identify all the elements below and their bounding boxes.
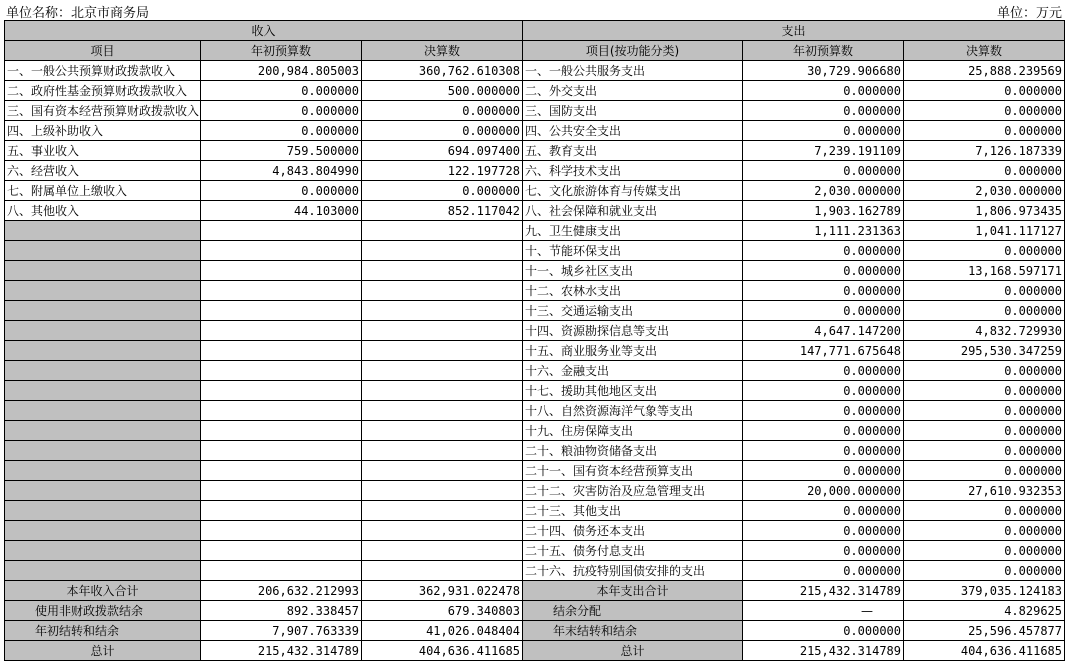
income-final xyxy=(362,401,523,421)
expense-final: 13,168.597171 xyxy=(904,261,1065,281)
expense-final: 2,030.000000 xyxy=(904,181,1065,201)
table-row xyxy=(5,401,1065,421)
expense-final-header: 决算数 xyxy=(904,41,1065,61)
income-final: 360,762.610308 xyxy=(362,61,523,81)
expense-budget-header: 年初预算数 xyxy=(743,41,904,61)
table-row xyxy=(5,221,1065,241)
expense-budget: 0.000000 xyxy=(743,521,904,541)
expense-final: 27,610.932353 xyxy=(904,481,1065,501)
expense-item: 十四、资源勘探信息等支出 xyxy=(523,321,743,341)
income-item xyxy=(5,241,201,261)
expense-item: 十七、援助其他地区支出 xyxy=(523,381,743,401)
income-budget xyxy=(201,561,362,581)
expense-item: 九、卫生健康支出 xyxy=(523,221,743,241)
expense-item: 十九、住房保障支出 xyxy=(523,421,743,441)
table-row xyxy=(5,201,1065,221)
income-budget xyxy=(201,261,362,281)
income-budget xyxy=(201,321,362,341)
income-budget xyxy=(201,441,362,461)
income-final xyxy=(362,221,523,241)
income-summary-budget: 206,632.212993 xyxy=(201,581,362,601)
expense-budget: 0.000000 xyxy=(743,121,904,141)
expense-final: 0.000000 xyxy=(904,421,1065,441)
income-final-header: 决算数 xyxy=(362,41,523,61)
unit-label: 单位：万元 xyxy=(996,6,1062,21)
expense-summary-budget: 0.000000 xyxy=(743,621,904,641)
income-final xyxy=(362,281,523,301)
summary-row xyxy=(5,641,1065,661)
income-final xyxy=(362,441,523,461)
expense-final: 1,806.973435 xyxy=(904,201,1065,221)
income-item: 六、经营收入 xyxy=(5,161,201,181)
expense-budget: 0.000000 xyxy=(743,461,904,481)
income-item xyxy=(5,401,201,421)
income-final xyxy=(362,241,523,261)
expense-budget: 20,000.000000 xyxy=(743,481,904,501)
income-final: 122.197728 xyxy=(362,161,523,181)
table-row xyxy=(5,341,1065,361)
expense-item: 二十二、灾害防治及应急管理支出 xyxy=(523,481,743,501)
table-row xyxy=(5,141,1065,161)
expense-summary-label: 结余分配 xyxy=(523,601,743,621)
expense-summary-label: 年末结转和结余 xyxy=(523,621,743,641)
income-item xyxy=(5,441,201,461)
income-budget: 0.000000 xyxy=(201,121,362,141)
income-budget: 200,984.805003 xyxy=(201,61,362,81)
expense-final: 7,126.187339 xyxy=(904,141,1065,161)
expense-item: 一、一般公共服务支出 xyxy=(523,61,743,81)
income-budget: 759.500000 xyxy=(201,141,362,161)
income-budget xyxy=(201,401,362,421)
table-row xyxy=(5,481,1065,501)
expense-item: 十二、农林水支出 xyxy=(523,281,743,301)
expense-budget: 1,903.162789 xyxy=(743,201,904,221)
income-budget: 0.000000 xyxy=(201,81,362,101)
income-item: 五、事业收入 xyxy=(5,141,201,161)
expense-summary-final: 25,596.457877 xyxy=(904,621,1065,641)
expense-summary-final: 4.829625 xyxy=(904,601,1065,621)
expense-budget: 0.000000 xyxy=(743,541,904,561)
income-final xyxy=(362,301,523,321)
unit-name: 单位名称：北京市商务局 xyxy=(6,6,150,21)
expense-item: 十六、金融支出 xyxy=(523,361,743,381)
income-item xyxy=(5,521,201,541)
expense-budget: 0.000000 xyxy=(743,101,904,121)
expense-final: 0.000000 xyxy=(904,461,1065,481)
expense-item: 二十一、国有资本经营预算支出 xyxy=(523,461,743,481)
table-row xyxy=(5,241,1065,261)
income-budget xyxy=(201,281,362,301)
expense-summary-label: 本年支出合计 xyxy=(523,581,743,601)
income-summary-final: 362,931.022478 xyxy=(362,581,523,601)
expense-budget: 2,030.000000 xyxy=(743,181,904,201)
income-item: 一、一般公共预算财政拨款收入 xyxy=(5,61,201,81)
expense-final: 0.000000 xyxy=(904,521,1065,541)
table-row xyxy=(5,61,1065,81)
table-row xyxy=(5,281,1065,301)
table-row xyxy=(5,261,1065,281)
income-item: 七、附属单位上缴收入 xyxy=(5,181,201,201)
income-budget xyxy=(201,501,362,521)
expense-final: 0.000000 xyxy=(904,361,1065,381)
expense-item: 二、外交支出 xyxy=(523,81,743,101)
expense-budget: 0.000000 xyxy=(743,401,904,421)
income-summary-label: 本年收入合计 xyxy=(5,581,201,601)
income-summary-final: 404,636.411685 xyxy=(362,641,523,661)
expense-final: 0.000000 xyxy=(904,81,1065,101)
expense-final: 0.000000 xyxy=(904,541,1065,561)
income-item: 三、国有资本经营预算财政拨款收入 xyxy=(5,101,201,121)
income-final xyxy=(362,261,523,281)
expense-item: 二十四、债务还本支出 xyxy=(523,521,743,541)
summary-row xyxy=(5,581,1065,601)
income-summary-final: 679.340803 xyxy=(362,601,523,621)
income-item xyxy=(5,221,201,241)
table-row xyxy=(5,121,1065,141)
income-budget xyxy=(201,541,362,561)
expense-item: 六、科学技术支出 xyxy=(523,161,743,181)
expense-budget: 0.000000 xyxy=(743,261,904,281)
expense-final: 0.000000 xyxy=(904,301,1065,321)
expense-item: 八、社会保障和就业支出 xyxy=(523,201,743,221)
income-budget xyxy=(201,461,362,481)
expense-budget: 0.000000 xyxy=(743,441,904,461)
income-budget xyxy=(201,481,362,501)
expense-budget: 7,239.191109 xyxy=(743,141,904,161)
expense-budget: 1,111.231363 xyxy=(743,221,904,241)
table-row xyxy=(5,441,1065,461)
table-row xyxy=(5,421,1065,441)
income-budget xyxy=(201,241,362,261)
table-row xyxy=(5,181,1065,201)
income-final: 0.000000 xyxy=(362,181,523,201)
expense-budget: 0.000000 xyxy=(743,381,904,401)
summary-row xyxy=(5,601,1065,621)
summary-row xyxy=(5,621,1065,641)
income-final xyxy=(362,421,523,441)
income-final xyxy=(362,461,523,481)
income-summary-label: 使用非财政拨款结余 xyxy=(5,601,201,621)
expense-final: 0.000000 xyxy=(904,281,1065,301)
expense-item: 三、国防支出 xyxy=(523,101,743,121)
table-row xyxy=(5,381,1065,401)
expense-final: 0.000000 xyxy=(904,161,1065,181)
expense-final: 0.000000 xyxy=(904,381,1065,401)
income-section-header: 收入 xyxy=(5,21,523,41)
income-final xyxy=(362,501,523,521)
income-final xyxy=(362,381,523,401)
income-item xyxy=(5,321,201,341)
table-row xyxy=(5,461,1065,481)
income-item xyxy=(5,421,201,441)
table-row xyxy=(5,561,1065,581)
column-header-row xyxy=(5,41,1065,61)
income-final: 0.000000 xyxy=(362,101,523,121)
table-row xyxy=(5,81,1065,101)
income-budget: 4,843.804990 xyxy=(201,161,362,181)
income-item xyxy=(5,501,201,521)
report-header xyxy=(0,0,1068,20)
expense-summary-budget: 215,432.314789 xyxy=(743,641,904,661)
income-item xyxy=(5,481,201,501)
expense-summary-final: 379,035.124183 xyxy=(904,581,1065,601)
expense-budget: 0.000000 xyxy=(743,501,904,521)
expense-budget: 0.000000 xyxy=(743,561,904,581)
expense-item-header: 项目(按功能分类) xyxy=(523,41,743,61)
expense-item: 十、节能环保支出 xyxy=(523,241,743,261)
income-final: 694.097400 xyxy=(362,141,523,161)
income-final xyxy=(362,541,523,561)
income-summary-final: 41,026.048404 xyxy=(362,621,523,641)
income-final xyxy=(362,361,523,381)
expense-final: 0.000000 xyxy=(904,101,1065,121)
expense-item: 二十五、债务付息支出 xyxy=(523,541,743,561)
income-budget xyxy=(201,361,362,381)
income-budget xyxy=(201,381,362,401)
income-summary-label: 总计 xyxy=(5,641,201,661)
income-budget-header: 年初预算数 xyxy=(201,41,362,61)
expense-item: 七、文化旅游体育与传媒支出 xyxy=(523,181,743,201)
expense-budget: 0.000000 xyxy=(743,161,904,181)
income-item xyxy=(5,541,201,561)
expense-budget: 0.000000 xyxy=(743,421,904,441)
income-item xyxy=(5,381,201,401)
table-row xyxy=(5,541,1065,561)
income-budget xyxy=(201,521,362,541)
table-row xyxy=(5,501,1065,521)
table-row xyxy=(5,521,1065,541)
table-row xyxy=(5,101,1065,121)
income-item xyxy=(5,301,201,321)
expense-budget: 0.000000 xyxy=(743,361,904,381)
expense-item: 十三、交通运输支出 xyxy=(523,301,743,321)
budget-table xyxy=(4,20,1065,661)
income-budget: 0.000000 xyxy=(201,101,362,121)
income-budget: 0.000000 xyxy=(201,181,362,201)
income-final xyxy=(362,561,523,581)
expense-summary-final: 404,636.411685 xyxy=(904,641,1065,661)
income-budget: 44.103000 xyxy=(201,201,362,221)
expense-budget: 30,729.906680 xyxy=(743,61,904,81)
income-summary-budget: 7,907.763339 xyxy=(201,621,362,641)
income-item xyxy=(5,281,201,301)
expense-summary-label: 总计 xyxy=(523,641,743,661)
expense-final: 295,530.347259 xyxy=(904,341,1065,361)
income-final xyxy=(362,321,523,341)
table-row xyxy=(5,321,1065,341)
expense-final: 0.000000 xyxy=(904,121,1065,141)
income-item: 四、上级补助收入 xyxy=(5,121,201,141)
income-summary-label: 年初结转和结余 xyxy=(5,621,201,641)
income-budget xyxy=(201,341,362,361)
table-row xyxy=(5,301,1065,321)
expense-item: 二十、粮油物资储备支出 xyxy=(523,441,743,461)
income-final xyxy=(362,341,523,361)
income-item-header: 项目 xyxy=(5,41,201,61)
expense-item: 二十六、抗疫特别国债安排的支出 xyxy=(523,561,743,581)
expense-final: 0.000000 xyxy=(904,401,1065,421)
income-budget xyxy=(201,221,362,241)
income-item xyxy=(5,561,201,581)
income-summary-budget: 892.338457 xyxy=(201,601,362,621)
income-final xyxy=(362,521,523,541)
expense-final: 1,041.117127 xyxy=(904,221,1065,241)
expense-final: 0.000000 xyxy=(904,241,1065,261)
expense-budget: 0.000000 xyxy=(743,241,904,261)
budget-table-body xyxy=(5,21,1065,661)
income-item: 八、其他收入 xyxy=(5,201,201,221)
expense-final: 0.000000 xyxy=(904,501,1065,521)
expense-item: 四、公共安全支出 xyxy=(523,121,743,141)
expense-budget: 0.000000 xyxy=(743,81,904,101)
income-item xyxy=(5,461,201,481)
income-item: 二、政府性基金预算财政拨款收入 xyxy=(5,81,201,101)
expense-final: 25,888.239569 xyxy=(904,61,1065,81)
expense-final: 4,832.729930 xyxy=(904,321,1065,341)
expense-budget: 147,771.675648 xyxy=(743,341,904,361)
table-row xyxy=(5,361,1065,381)
expense-item: 二十三、其他支出 xyxy=(523,501,743,521)
expense-budget: 4,647.147200 xyxy=(743,321,904,341)
income-item xyxy=(5,361,201,381)
income-budget xyxy=(201,421,362,441)
expense-section-header: 支出 xyxy=(523,21,1065,41)
income-final: 0.000000 xyxy=(362,121,523,141)
expense-final: 0.000000 xyxy=(904,441,1065,461)
income-summary-budget: 215,432.314789 xyxy=(201,641,362,661)
expense-item: 十五、商业服务业等支出 xyxy=(523,341,743,361)
expense-summary-budget: — xyxy=(743,601,904,621)
expense-item: 五、教育支出 xyxy=(523,141,743,161)
expense-budget: 0.000000 xyxy=(743,281,904,301)
income-final xyxy=(362,481,523,501)
income-item xyxy=(5,341,201,361)
expense-final: 0.000000 xyxy=(904,561,1065,581)
expense-summary-budget: 215,432.314789 xyxy=(743,581,904,601)
income-budget xyxy=(201,301,362,321)
expense-item: 十八、自然资源海洋气象等支出 xyxy=(523,401,743,421)
expense-budget: 0.000000 xyxy=(743,301,904,321)
expense-item: 十一、城乡社区支出 xyxy=(523,261,743,281)
income-final: 500.000000 xyxy=(362,81,523,101)
income-item xyxy=(5,261,201,281)
section-header-row xyxy=(5,21,1065,41)
table-row xyxy=(5,161,1065,181)
income-final: 852.117042 xyxy=(362,201,523,221)
